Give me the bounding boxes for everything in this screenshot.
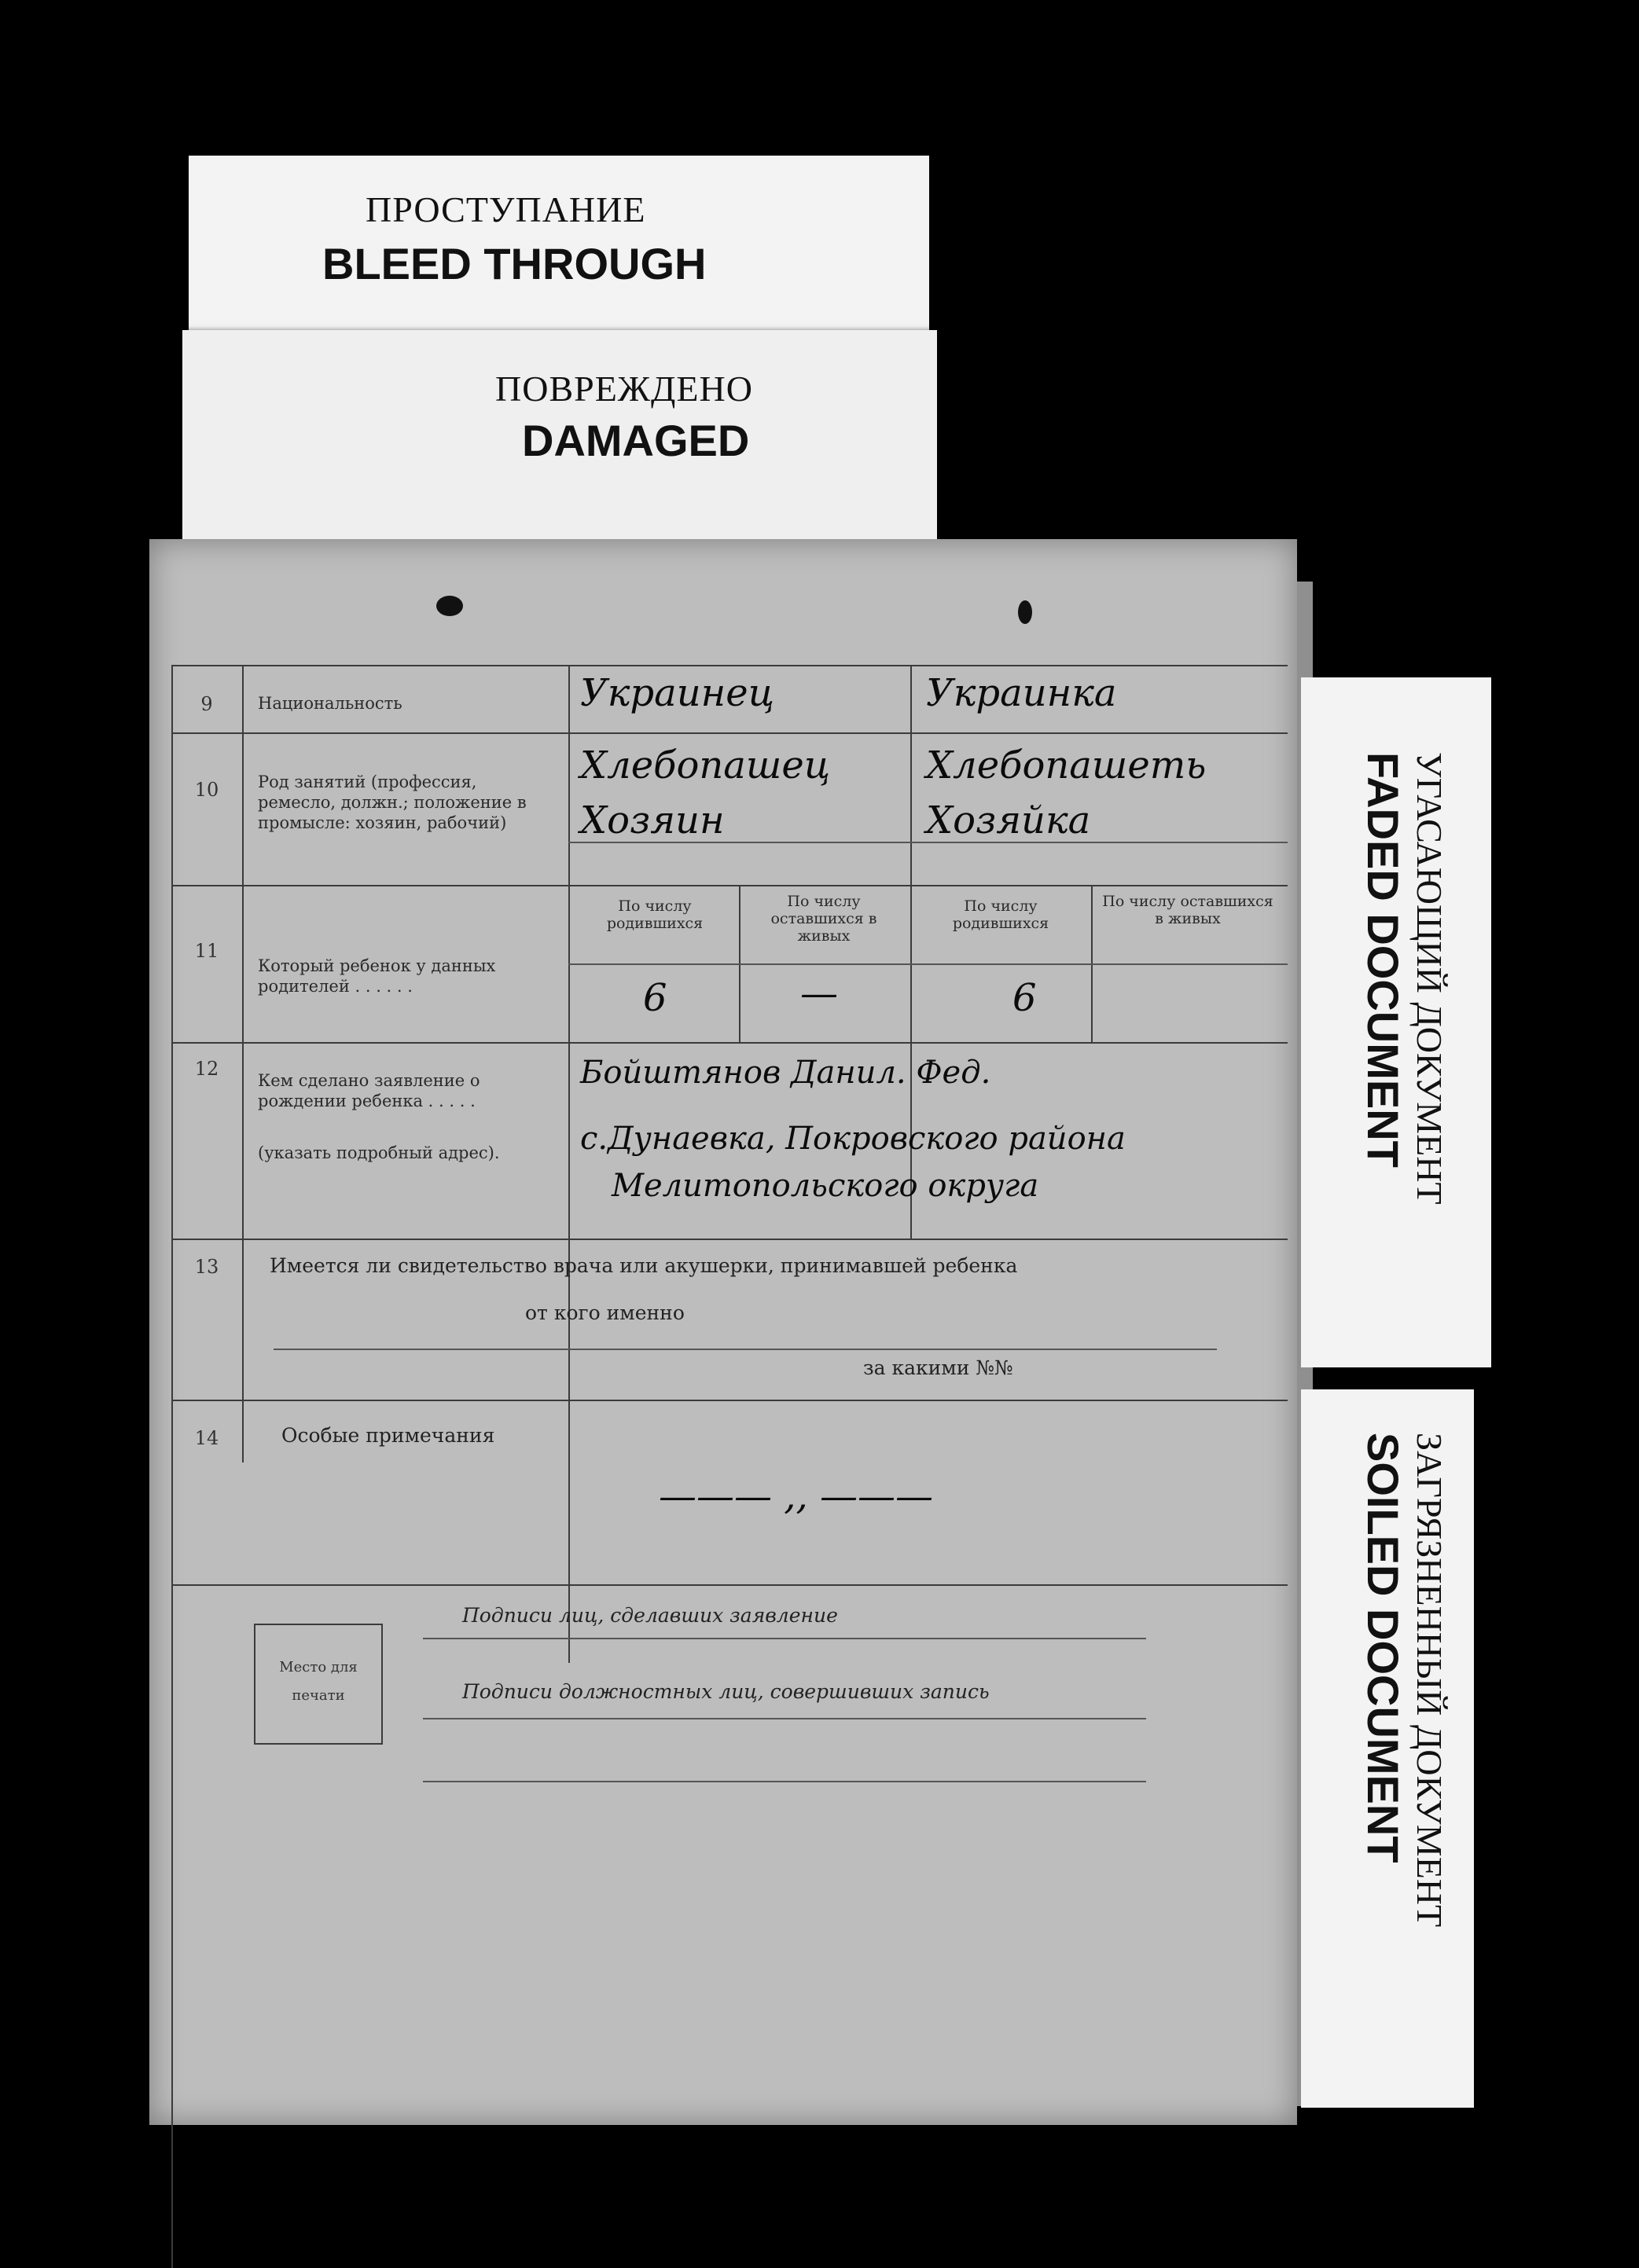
row-11	[171, 885, 1288, 886]
row-number: 13	[194, 1256, 219, 1278]
bleed-through-ru: ПРОСТУПАНИЕ	[366, 189, 646, 229]
signatures-section	[171, 1584, 1288, 1586]
which-child-label: Который ребенок у данных родителей . . . . . .	[258, 956, 496, 996]
row-number: 11	[194, 940, 219, 962]
col-alive-mother: По числу оставшихся в живых	[1102, 893, 1273, 927]
bleed-through-en: BLEED THROUGH	[322, 239, 707, 288]
mother-status: Хозяйка	[926, 798, 1091, 842]
punch-hole	[436, 596, 463, 616]
faded-document-slip	[1301, 677, 1491, 1367]
form-border-left	[171, 665, 173, 2268]
stamp-place	[254, 1624, 383, 1745]
row-number: 9	[200, 693, 213, 715]
father-alive-count: —	[800, 971, 838, 1015]
soiled-en: SOILED DOCUMENT	[1358, 1433, 1408, 1863]
faded-ru: УГАСАЮЩИЙ ДОКУМЕНТ	[1409, 752, 1450, 1205]
certificate-question: Имеется ли свидетельство врача или акушерки, принимавшей ребенка	[270, 1254, 1018, 1277]
notes-label: Особые примечания	[281, 1424, 495, 1447]
declarant-label: Кем сделано заявление о рождении ребенка . . . . .	[258, 1071, 480, 1110]
occupation-label: Род занятий (профессия, ремесло, должн.; положение в промысле: хозяин, рабочий)	[258, 773, 527, 832]
father-occupation: Хлебопашец	[580, 743, 831, 787]
row-13	[171, 1239, 1288, 1240]
col-alive-father: По числу оставшихся в живых	[770, 893, 877, 945]
soiled-text	[1358, 1433, 1450, 1927]
form-line	[568, 842, 1288, 843]
col-born-father: По числу родившихся	[606, 897, 704, 932]
address-label: (указать подробный адрес).	[258, 1143, 500, 1162]
faded-en: FADED DOCUMENT	[1358, 752, 1408, 1168]
father-status: Хозяин	[580, 798, 725, 842]
applicants-signature-label: Подписи лиц, сделавших заявление	[462, 1604, 838, 1627]
damaged-en: DAMAGED	[522, 416, 750, 465]
col-born-mother: По числу родившихся	[952, 897, 1049, 932]
soiled-ru: ЗАГРЯЗНЕННЫЙ ДОКУМЕНТ	[1409, 1433, 1450, 1928]
row-number: 10	[194, 779, 219, 801]
form-line	[274, 1349, 1217, 1350]
declarant-address-2: Мелитопольского округа	[612, 1168, 1039, 1204]
mother-occupation: Хлебопашеть	[926, 743, 1207, 787]
form-line	[568, 963, 1288, 965]
row-10	[171, 732, 1288, 734]
stamp-place-label: Место для печати	[279, 1659, 358, 1704]
damaged-ru: ПОВРЕЖДЕНО	[495, 369, 753, 409]
punch-hole	[1018, 600, 1032, 624]
row-number: 14	[194, 1427, 219, 1449]
row-14	[171, 1400, 1288, 1401]
damaged-slip	[182, 330, 937, 550]
form-line	[423, 1718, 1146, 1719]
certificate-numbers: за какими №№	[863, 1356, 1013, 1379]
bleed-through-slip	[189, 156, 929, 352]
form-line	[423, 1781, 1146, 1782]
declarant-name: Бойштянов Данил. Фед.	[580, 1055, 991, 1091]
certificate-from: от кого именно	[525, 1301, 685, 1324]
row-number: 12	[194, 1058, 219, 1080]
officials-signature-label: Подписи должностных лиц, совершивших запись	[462, 1680, 990, 1703]
mother-nationality: Украинка	[926, 671, 1117, 715]
form-divider	[242, 665, 244, 1462]
declarant-address-1: с.Дунаевка, Покровского района	[580, 1121, 1126, 1157]
soiled-document-slip	[1301, 1389, 1474, 2108]
notes-dash: ——— ,, ———	[659, 1474, 934, 1518]
nationality-label: Национальность	[258, 694, 402, 713]
form-line	[423, 1638, 1146, 1639]
mother-born-count: 6	[1012, 976, 1037, 1020]
father-born-count: 6	[643, 976, 667, 1020]
faded-text	[1358, 752, 1450, 1205]
document-page	[149, 539, 1297, 2125]
form-divider	[568, 665, 570, 1663]
father-nationality: Украинец	[580, 671, 775, 715]
row-12	[171, 1042, 1288, 1044]
row-9	[171, 665, 1288, 666]
